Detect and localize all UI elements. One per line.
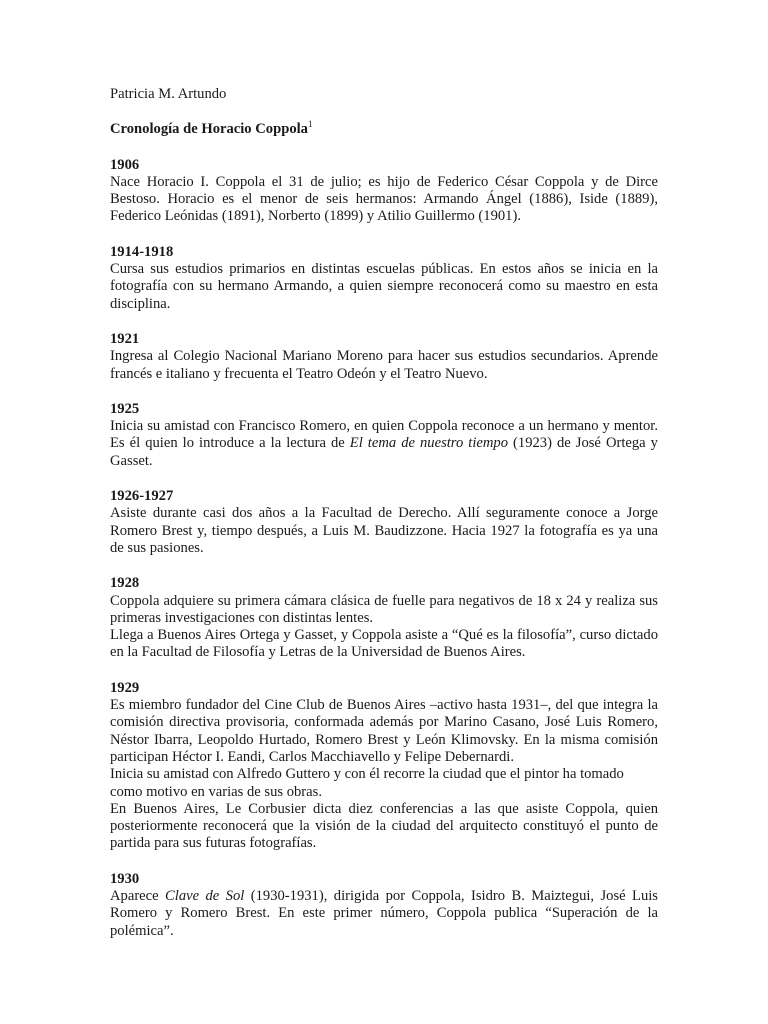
entry-paragraph: Inicia su amistad con Alfredo Guttero y con él recorre la ciudad que el pintor ha tomado como motivo en varias de sus obras.: [110, 766, 624, 800]
chronology-entry-1921: [110, 331, 658, 383]
chronology-entry-1906: [110, 157, 658, 226]
document-title: [110, 121, 658, 138]
chronology-entry-1925: [110, 401, 658, 470]
entry-paragraph: Asiste durante casi dos años a la Facultad de Derecho. Allí seguramente conoce a Jorge Romero Brest y, tiempo después, a Luis M. Baudizzone. Hacia 1927 la fotografía es ya una de sus pasiones.: [110, 505, 658, 556]
entry-year: 1929: [110, 679, 140, 696]
entry-year: 1921: [110, 330, 140, 347]
author-name: Patricia M. Artundo: [110, 86, 227, 102]
entry-text: Inicia su amistad con Francisco Romero, en quien Coppola reconoce a un hermano y mentor. Es él quien lo introduce a la lectura de: [110, 418, 658, 452]
entry-paragraph: Es miembro fundador del Cine Club de Buenos Aires –activo hasta 1931–, del que integra la comisión directiva provisoria, conformada además por Marino Casano, José Luis Romero, Néstor Ibarra, Leopoldo Hurtado, Romero Brest y León Klimovsky. En la misma comisión participan Héctor I. Eandi, Carlos Macchiavello y Felipe Debernardi.: [110, 697, 658, 765]
entry-text: (1923) de José Ortega y Gasset.: [110, 435, 658, 469]
entry-year: 1914-1918: [110, 243, 174, 260]
chronology-entry-1929: [110, 680, 658, 853]
entry-paragraph: Ingresa al Colegio Nacional Mariano Moreno para hacer sus estudios secundarios. Aprende francés e italiano y frecuenta el Teatro Odeón y el Teatro Nuevo.: [110, 348, 658, 382]
entry-paragraph: Cursa sus estudios primarios en distintas escuelas públicas. En estos años se inicia en la fotografía con su hermano Armando, a quien siempre reconocerá como su maestro en esta disciplina.: [110, 261, 658, 312]
chronology-entry-1926-1927: [110, 488, 658, 557]
document-page: [110, 86, 658, 940]
chronology-entry-1914-1918: [110, 244, 658, 313]
entry-paragraph: Nace Horacio I. Coppola el 31 de julio; es hijo de Federico César Coppola y de Dirce Bestoso. Horacio es el menor de seis hermanos: Armando Ángel (1886), Iside (1889), Federico Leónidas (1891), Norberto (1899) y Atilio Guillermo (1901).: [110, 173, 658, 225]
book-title: El tema de nuestro tiempo: [349, 435, 508, 452]
entry-text: Aparece: [110, 887, 166, 904]
entry-paragraph: Coppola adquiere su primera cámara clásica de fuelle para negativos de 18 x 24 y realiza sus primeras investigaciones con distintas lentes.: [110, 592, 658, 626]
entry-paragraph: En Buenos Aires, Le Corbusier dicta diez conferencias a las que asiste Coppola, quien posteriormente reconocerá que la visión de la ciudad del arquitecto constituyó el punto de partida para sus futuras fotografías.: [110, 800, 658, 852]
magazine-title: Clave de Sol: [165, 887, 245, 904]
entry-year: 1928: [110, 575, 140, 592]
entry-year: 1906: [110, 156, 140, 173]
chronology-entry-1928: [110, 575, 658, 661]
entry-year: 1930: [110, 870, 140, 887]
entry-paragraph: Llega a Buenos Aires Ortega y Gasset, y Coppola asiste a “Qué es la filosofía”, curso dictado en la Facultad de Filosofía y Letras de la Universidad de Buenos Aires.: [110, 627, 658, 661]
document-title-text: Cronología de Horacio Coppola: [110, 121, 308, 138]
chronology-entry-1930: [110, 871, 658, 940]
entry-year: 1925: [110, 400, 140, 417]
entry-year: 1926-1927: [110, 488, 174, 505]
entry-paragraph: [110, 418, 658, 470]
footnote-marker[interactable]: 1: [307, 119, 313, 130]
entry-paragraph: [110, 888, 658, 940]
entry-text: (1930-1931), dirigida por Coppola, Isidro B. Maiztegui, José Luis Romero y Romero Brest. En este primer número, Coppola publica “Superación de la polémica”.: [110, 887, 658, 939]
